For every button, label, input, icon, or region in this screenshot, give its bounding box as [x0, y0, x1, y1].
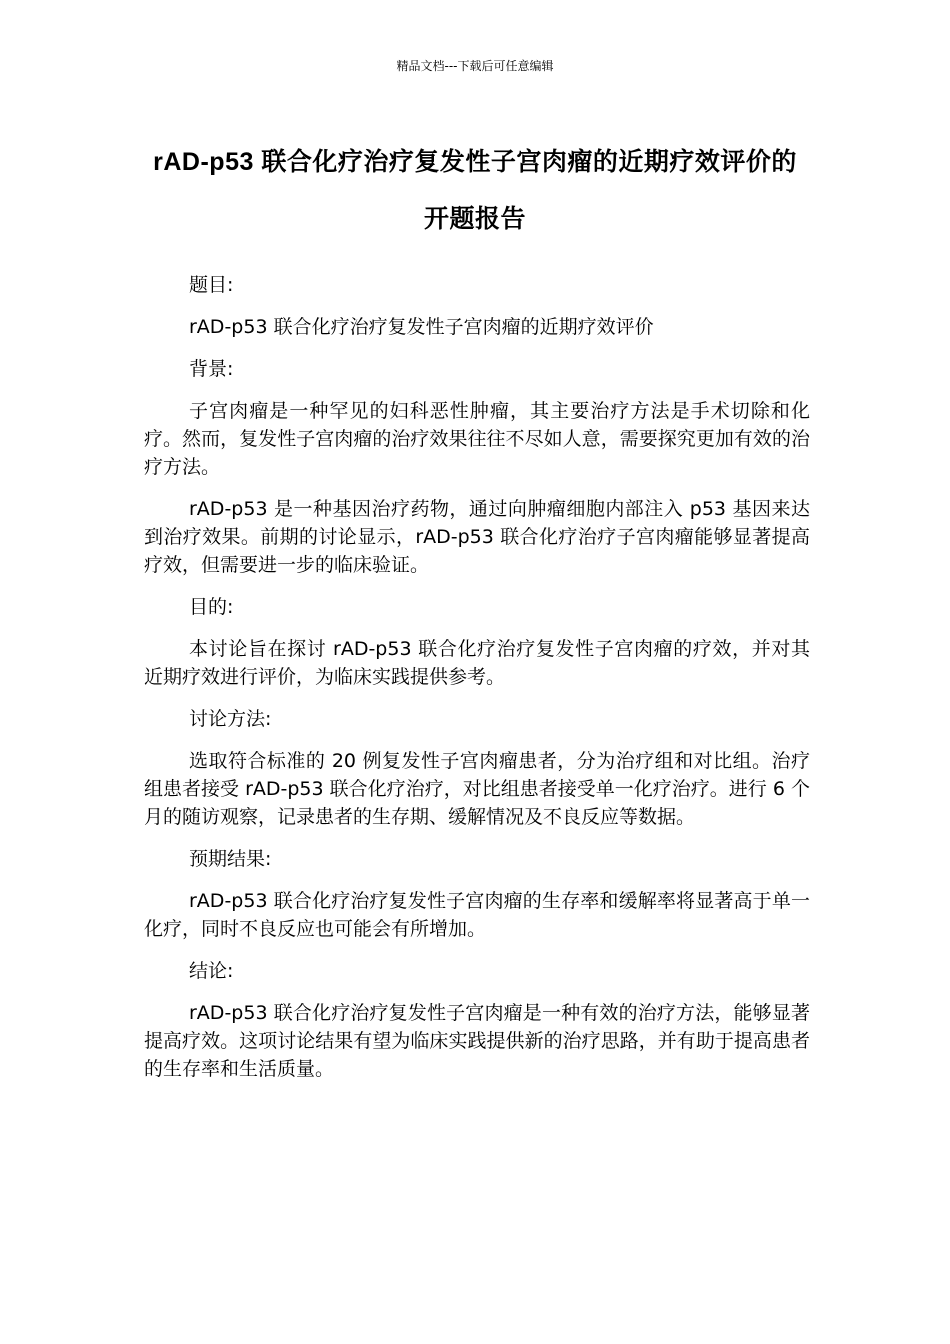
expected-results-label: 预期结果:: [189, 848, 272, 870]
objective-label: 目的:: [189, 596, 234, 618]
document-title: rAD-p53 联合化疗治疗复发性子宫肉瘤的近期疗效评价的开题报告: [153, 148, 797, 233]
background-paragraph-2: rAD-p53 是一种基因治疗药物，通过向肿瘤细胞内部注入 p53 基因来达到治疗效果。前期的讨论显示，rAD-p53 联合化疗治疗子宫肉瘤能够显著提高疗效，但需要进一步的临床验证。: [144, 498, 810, 576]
expected-results-text: rAD-p53 联合化疗治疗复发性子宫肉瘤的生存率和缓解率将显著高于单一化疗，同时不良反应也可能会有所增加。: [144, 890, 810, 940]
document-body: [144, 271, 810, 1097]
methods-label: 讨论方法:: [189, 708, 272, 730]
topic-label: 题目:: [189, 274, 234, 296]
methods-text: 选取符合标准的 20 例复发性子宫肉瘤患者，分为治疗组和对比组。治疗组患者接受 rAD-p53 联合化疗治疗，对比组患者接受单一化疗治疗。进行 6 个月的随访观察，记录患者的生存期、缓解情况及不良反应等数据。: [144, 750, 810, 828]
conclusion-label: 结论:: [189, 960, 234, 982]
conclusion-text: rAD-p53 联合化疗治疗复发性子宫肉瘤是一种有效的治疗方法，能够显著提高疗效。这项讨论结果有望为临床实践提供新的治疗思路，并有助于提高患者的生存率和生活质量。: [144, 1002, 810, 1080]
background-paragraph-1: 子宫肉瘤是一种罕见的妇科恶性肿瘤，其主要治疗方法是手术切除和化疗。然而，复发性子宫肉瘤的治疗效果往往不尽如人意，需要探究更加有效的治疗方法。: [144, 400, 810, 478]
objective-text: 本讨论旨在探讨 rAD-p53 联合化疗治疗复发性子宫肉瘤的疗效，并对其近期疗效进行评价，为临床实践提供参考。: [144, 638, 810, 688]
background-label: 背景:: [189, 358, 234, 380]
page-header: 精品文档---下载后可任意编辑: [396, 59, 554, 73]
topic-text: rAD-p53 联合化疗治疗复发性子宫肉瘤的近期疗效评价: [189, 316, 654, 338]
